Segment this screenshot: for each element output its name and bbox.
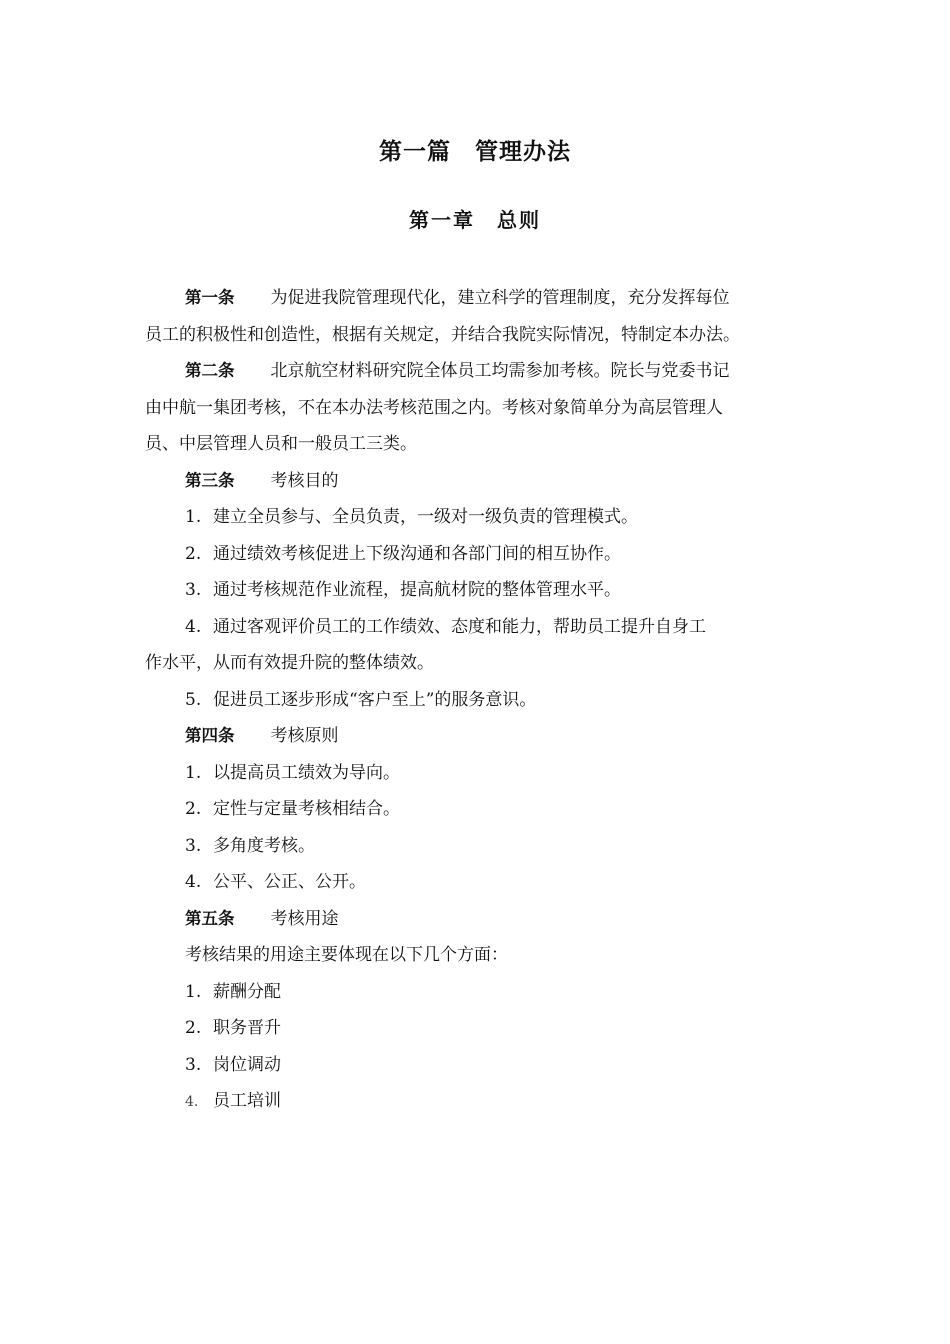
article-1-line2: 员工的积极性和创造性，根据有关规定，并结合我院实际情况，特制定本办法。 (145, 324, 740, 345)
chapter-number: 第一章 (409, 208, 475, 232)
list-item-text: 以提高员工绩效为导向。 (213, 762, 400, 783)
list-item (145, 828, 810, 865)
list-item-text: 建立全员参与、全员负责，一级对一级负责的管理模式。 (213, 507, 638, 527)
part-title: 第一篇 管理办法 (379, 139, 571, 165)
list-item-text: 多角度考核。 (213, 835, 315, 856)
list-item-number: 2. (185, 1018, 202, 1038)
list-item (145, 864, 810, 901)
list-item (145, 682, 810, 719)
list-item-number: 5. (185, 689, 202, 710)
article-5-label: 第五条 (185, 908, 235, 928)
article-5-intro: 考核结果的用途主要体现在以下几个方面： (185, 945, 508, 965)
list-item-number: 3. (185, 1054, 202, 1075)
article-2-text-line1: 北京航空材料研究院全体员工均需参加考核。院长与党委书记 (270, 361, 730, 381)
article-4-label: 第四条 (185, 726, 235, 745)
list-item (145, 499, 810, 536)
list-item-number: 2. (185, 543, 202, 564)
list-item-number: 1. (185, 507, 202, 527)
list-item-number: 4. (185, 1094, 199, 1110)
list-item-text: 通过考核规范作业流程，提高航材院的整体管理水平。 (213, 580, 621, 600)
list-item-number: 4. (185, 616, 202, 637)
article-2-line2: 由中航一集团考核，不在本办法考核范围之内。考核对象简单分为高层管理人 (145, 397, 723, 418)
list-item (145, 755, 810, 792)
article-2-label: 第二条 (185, 361, 235, 380)
article-2-line3: 员、中层管理人员和一般员工三类。 (145, 434, 417, 454)
list-item (145, 609, 810, 646)
article-1 (145, 280, 810, 317)
chapter-title (0, 205, 950, 235)
list-item-number: 1. (185, 762, 202, 783)
list-item-text: 促进员工逐步形成“客户至上”的服务意识。 (213, 689, 537, 710)
list-item-text: 职务晋升 (213, 1018, 281, 1038)
list-item (145, 1083, 810, 1121)
list-item-number: 2. (185, 799, 202, 819)
list-item-text: 薪酬分配 (213, 981, 281, 1002)
list-item-text: 岗位调动 (213, 1054, 281, 1075)
list-item (145, 791, 810, 828)
article-4-title: 考核原则 (270, 726, 339, 746)
article-4 (145, 718, 810, 755)
list-item-text: 定性与定量考核相结合。 (213, 799, 400, 819)
document-body (145, 280, 810, 1121)
list-item (145, 1010, 810, 1047)
list-item-number: 1. (185, 981, 202, 1002)
list-item-text: 通过绩效考核促进上下级沟通和各部门间的相互协作。 (213, 543, 621, 564)
article-5 (145, 901, 810, 938)
article-3 (145, 463, 810, 500)
list-item-continuation: 作水平，从而有效提升院的整体绩效。 (145, 653, 434, 673)
list-item-number: 3. (185, 580, 202, 600)
article-3-label: 第三条 (185, 470, 235, 490)
article-2 (145, 353, 810, 390)
list-item-text: 公平、公正、公开。 (213, 872, 366, 892)
article-1-label: 第一条 (185, 288, 235, 307)
article-1-text-line1: 为促进我院管理现代化，建立科学的管理制度，充分发挥每位 (270, 288, 730, 308)
list-item (145, 536, 810, 573)
article-5-title: 考核用途 (270, 908, 339, 929)
list-item-number: 4. (185, 872, 202, 892)
chapter-name: 总则 (497, 208, 541, 232)
list-item-text: 通过客观评价员工的工作绩效、态度和能力，帮助员工提升自身工 (213, 616, 706, 637)
list-item-number: 3. (185, 835, 202, 856)
list-item (145, 1047, 810, 1084)
list-item (145, 572, 810, 609)
list-item (145, 974, 810, 1011)
list-item-text: 员工培训 (213, 1091, 281, 1111)
article-3-title: 考核目的 (270, 470, 339, 491)
